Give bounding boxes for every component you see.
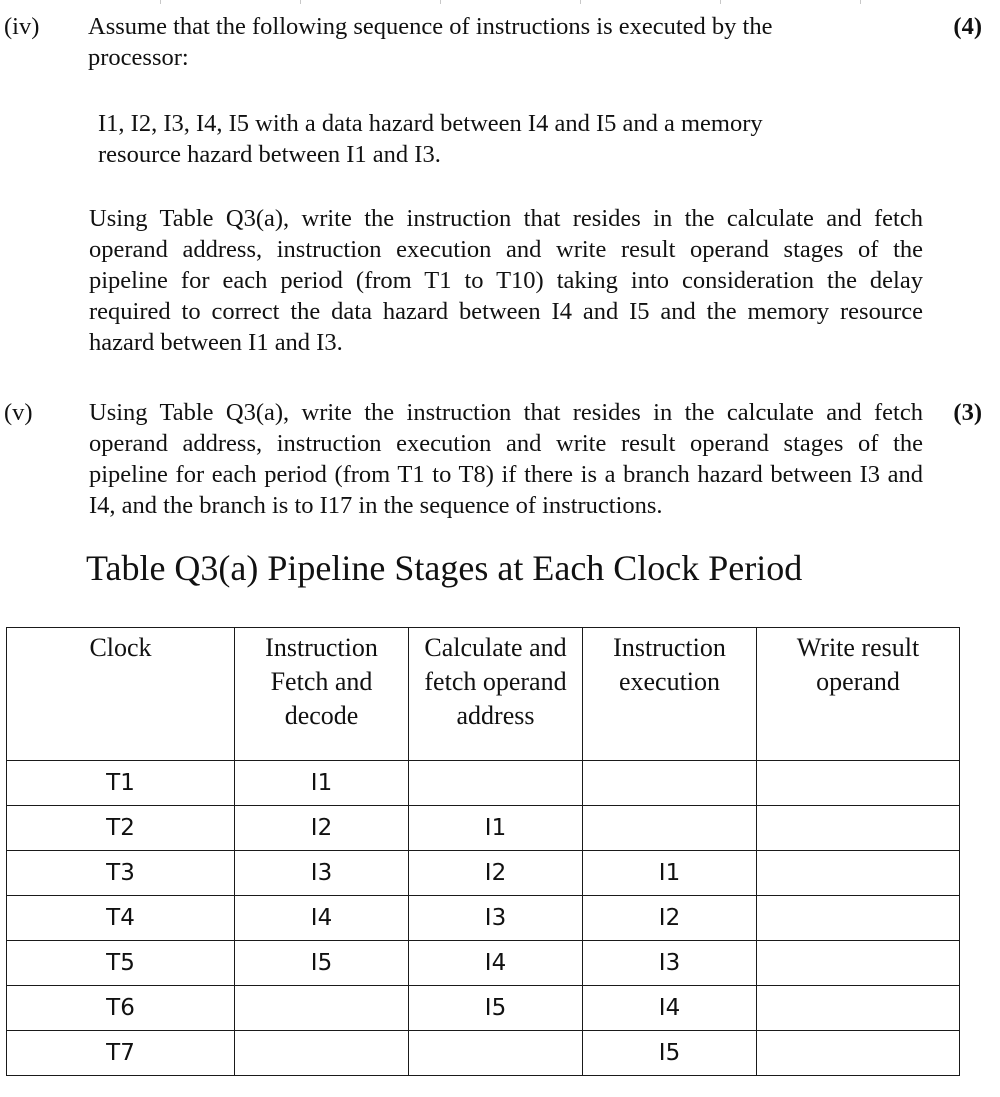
cell-fetch-decode: I5 [235, 941, 409, 986]
cell-fetch-decode [235, 986, 409, 1031]
table-row [7, 851, 960, 896]
question-iv-intro [88, 11, 898, 73]
question-iv-marks: (4) [953, 13, 982, 40]
table-row [7, 896, 960, 941]
cell-clock: T7 [7, 1031, 235, 1076]
cell-execution: I4 [583, 986, 757, 1031]
cell-execution: I5 [583, 1031, 757, 1076]
cell-write-result [757, 941, 960, 986]
cell-fetch-decode: I3 [235, 851, 409, 896]
header-write-result: Write result operand [757, 628, 960, 761]
cell-calc-fetch [409, 1031, 583, 1076]
cell-clock: T1 [7, 761, 235, 806]
cell-fetch-decode: I4 [235, 896, 409, 941]
question-iv-intro-line2: processor: [88, 44, 189, 71]
cell-execution: I3 [583, 941, 757, 986]
cell-write-result [757, 1031, 960, 1076]
cell-calc-fetch: I4 [409, 941, 583, 986]
question-iv-sequence-line1: I1, I2, I3, I4, I5 with a data hazard between I4 and I5 and a memory [98, 110, 763, 137]
table-caption: Table Q3(a) Pipeline Stages at Each Clock Period [86, 548, 803, 588]
question-iv-sequence [98, 108, 898, 170]
question-iv-sequence-line2: resource hazard between I1 and I3. [98, 141, 441, 168]
table-row [7, 806, 960, 851]
header-calc-fetch: Calculate and fetch operand address [409, 628, 583, 761]
table-row [7, 1031, 960, 1076]
cell-calc-fetch: I5 [409, 986, 583, 1031]
cell-write-result [757, 896, 960, 941]
cell-calc-fetch: I2 [409, 851, 583, 896]
cell-fetch-decode: I1 [235, 761, 409, 806]
pipeline-stages-table [6, 627, 960, 1076]
cell-calc-fetch: I1 [409, 806, 583, 851]
cell-calc-fetch [409, 761, 583, 806]
cell-execution: I1 [583, 851, 757, 896]
question-iv-number: (iv) [4, 13, 40, 40]
cell-execution: I2 [583, 896, 757, 941]
cell-calc-fetch: I3 [409, 896, 583, 941]
table-row [7, 761, 960, 806]
question-iv-intro-line1: Assume that the following sequence of instructions is executed by the [88, 13, 773, 40]
question-v-number: (v) [4, 399, 33, 426]
cell-clock: T3 [7, 851, 235, 896]
cell-clock: T5 [7, 941, 235, 986]
question-v-marks: (3) [953, 399, 982, 426]
header-fetch-decode: Instruction Fetch and decode [235, 628, 409, 761]
cell-fetch-decode: I2 [235, 806, 409, 851]
cell-fetch-decode [235, 1031, 409, 1076]
cell-write-result [757, 986, 960, 1031]
cell-execution [583, 806, 757, 851]
question-iv-task: Using Table Q3(a), write the instruction that resides in the calculate and fetch operand address, instruction execution and write result operand stages of the pipeline for each period (from T1 to T10) taking into consideration the delay required to correct the data hazard between I4 and I5 and the memory resource hazard between I1 and I3. [89, 205, 923, 356]
cell-clock: T4 [7, 896, 235, 941]
cell-clock: T2 [7, 806, 235, 851]
cell-write-result [757, 851, 960, 896]
cell-clock: T6 [7, 986, 235, 1031]
table-header-row [7, 628, 960, 761]
top-ruler-ticks [0, 0, 1000, 4]
question-v-task: Using Table Q3(a), write the instruction that resides in the calculate and fetch operand address, instruction execution and write result operand stages of the pipeline for each period (from T1 to T8) if there is a branch hazard between I3 and I4, and the branch is to I17 in the sequence of instructions. [89, 399, 923, 519]
table-row [7, 941, 960, 986]
header-clock: Clock [7, 628, 235, 761]
cell-execution [583, 761, 757, 806]
header-execution: Instruction execution [583, 628, 757, 761]
cell-write-result [757, 806, 960, 851]
table-row [7, 986, 960, 1031]
cell-write-result [757, 761, 960, 806]
